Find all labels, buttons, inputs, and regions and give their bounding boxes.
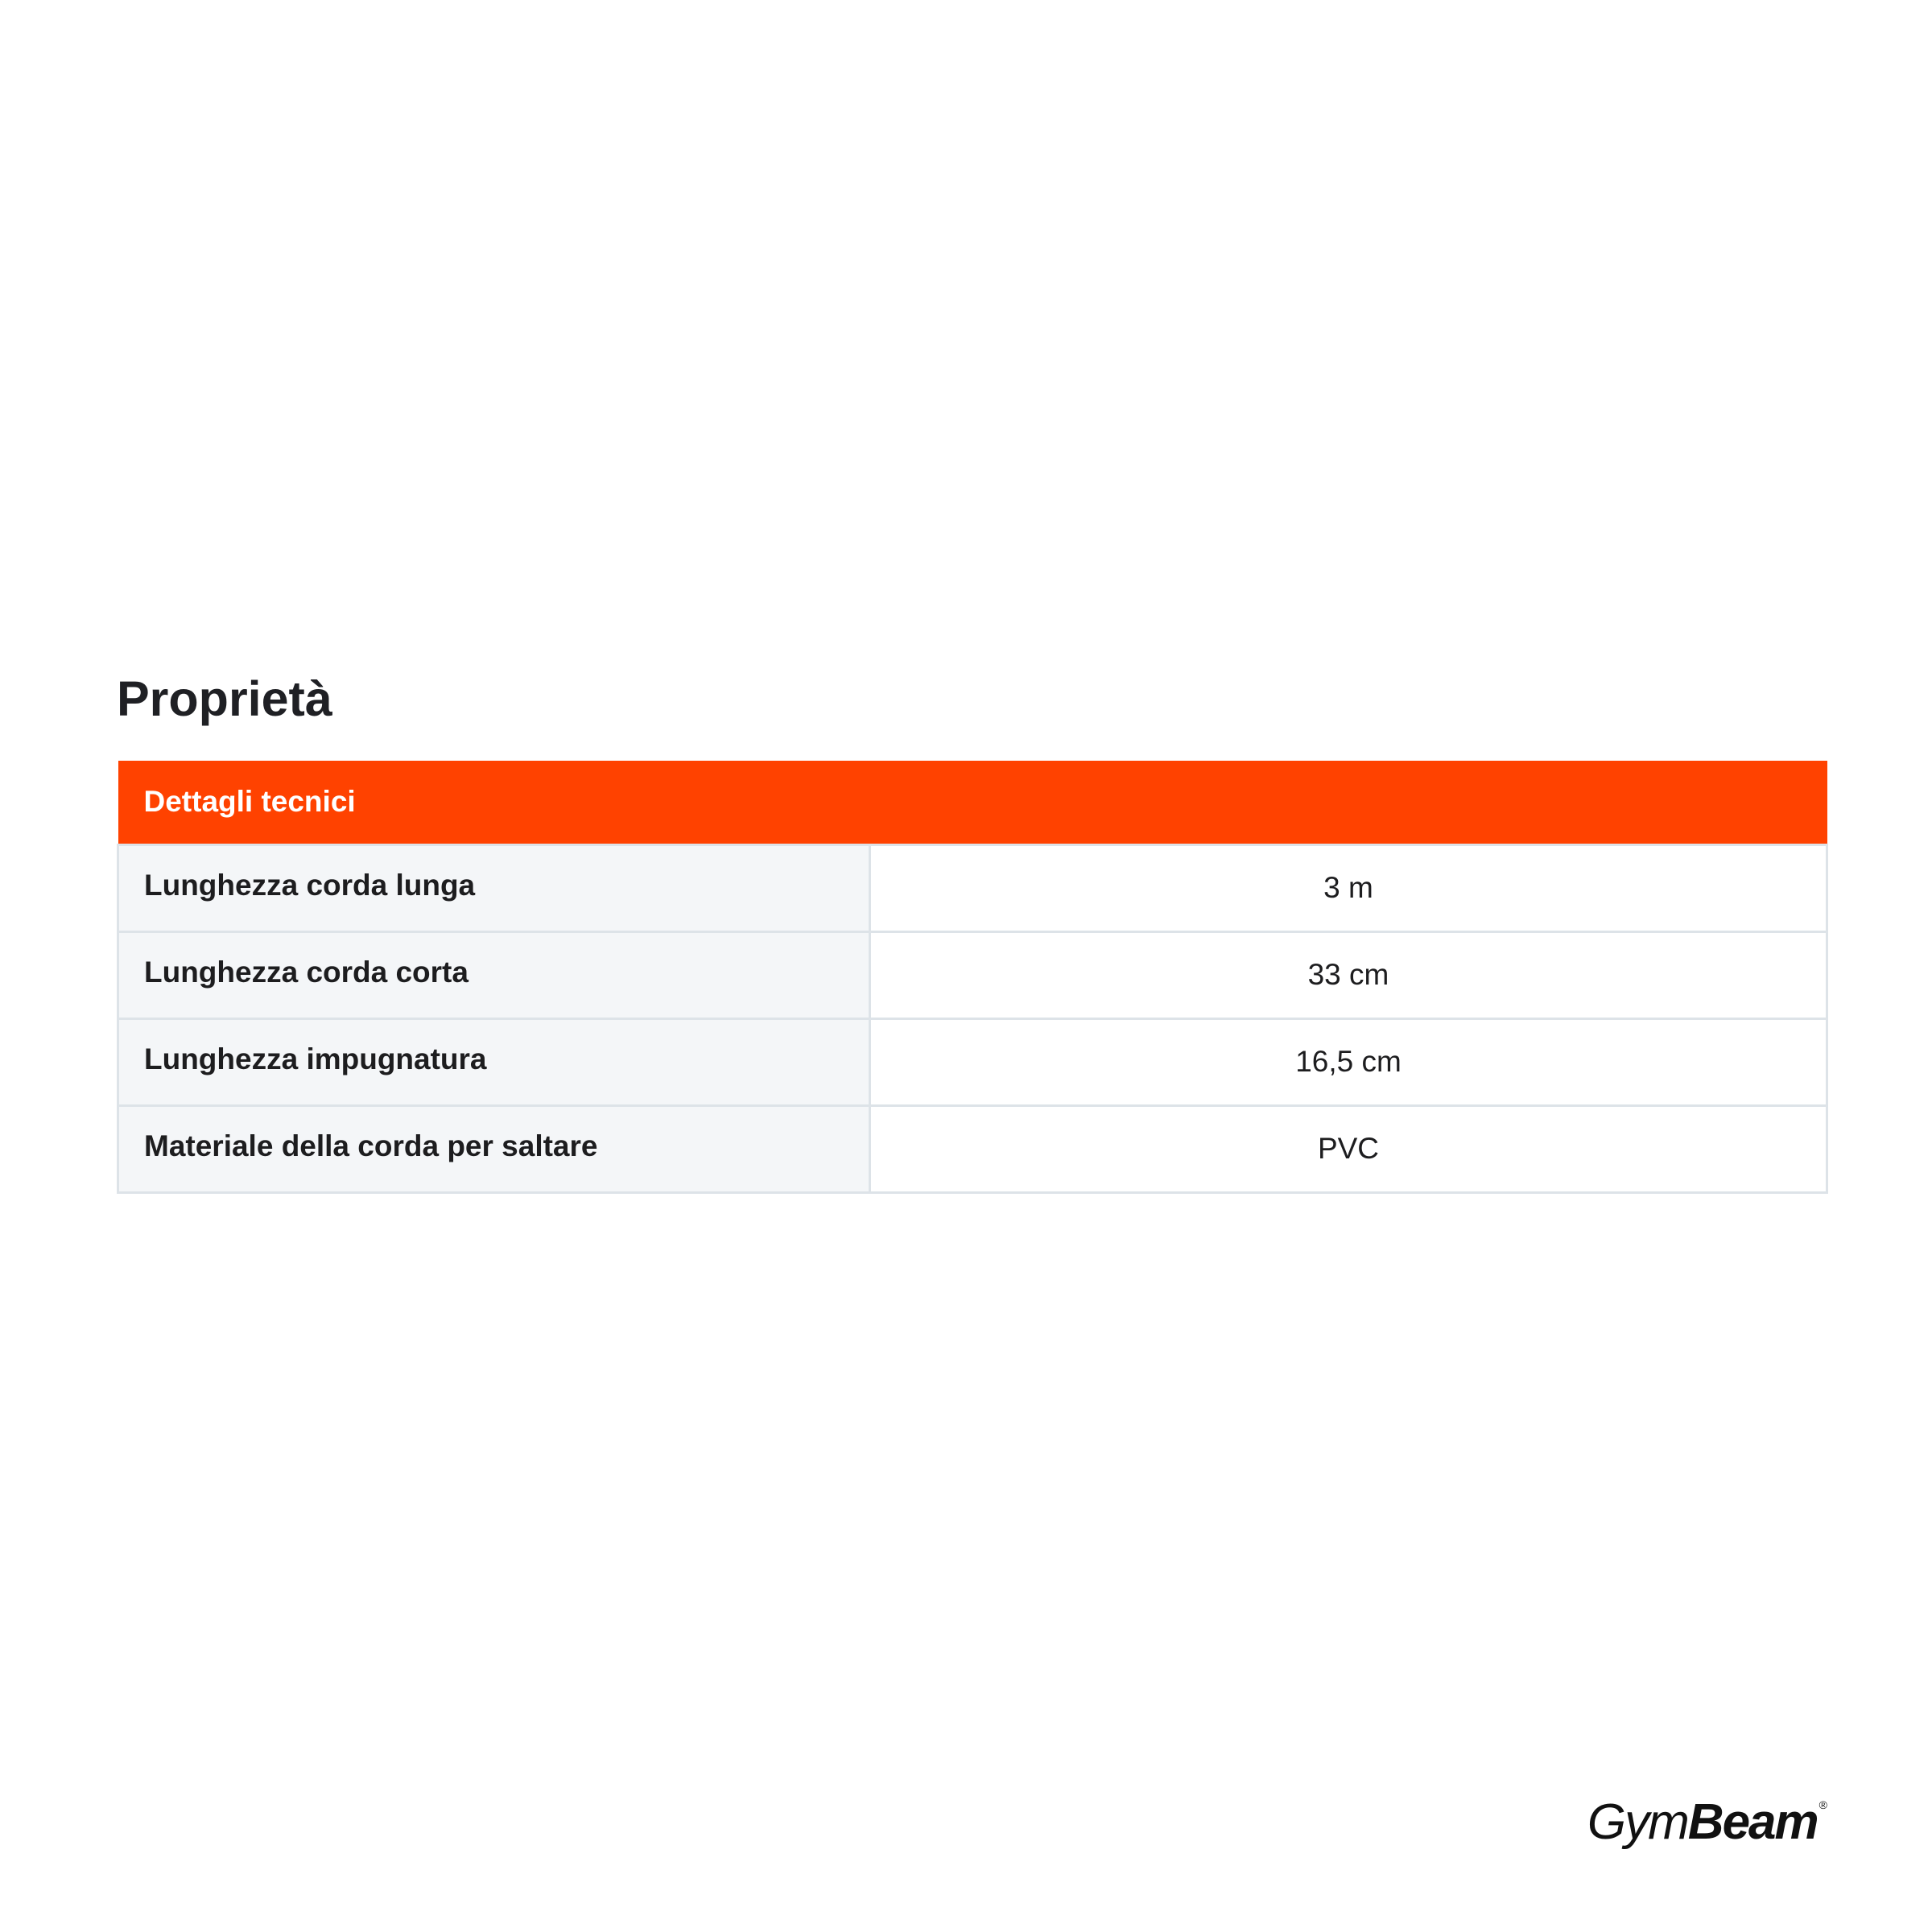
row-label: Materiale della corda per saltare: [118, 1105, 870, 1192]
page-title: Proprietà: [117, 671, 332, 726]
technical-details-table: [117, 761, 1828, 1194]
table-row: [118, 931, 1827, 1018]
row-value: PVC: [870, 1105, 1827, 1192]
row-label: Lunghezza impugnatura: [118, 1018, 870, 1105]
table-row: [118, 844, 1827, 931]
row-value: 33 cm: [870, 931, 1827, 1018]
logo-text-bold: Beam: [1687, 1794, 1818, 1850]
table-header: Dettagli tecnici: [118, 761, 1827, 844]
table-row: [118, 1018, 1827, 1105]
registered-mark: ®: [1818, 1798, 1827, 1811]
logo-text-light: Gym: [1587, 1794, 1688, 1850]
gymbeam-logo: [1587, 1794, 1826, 1851]
table-row: [118, 1105, 1827, 1192]
row-value: 16,5 cm: [870, 1018, 1827, 1105]
row-label: Lunghezza corda corta: [118, 931, 870, 1018]
row-value: 3 m: [870, 844, 1827, 931]
row-label: Lunghezza corda lunga: [118, 844, 870, 931]
table-header-row: [118, 761, 1827, 844]
